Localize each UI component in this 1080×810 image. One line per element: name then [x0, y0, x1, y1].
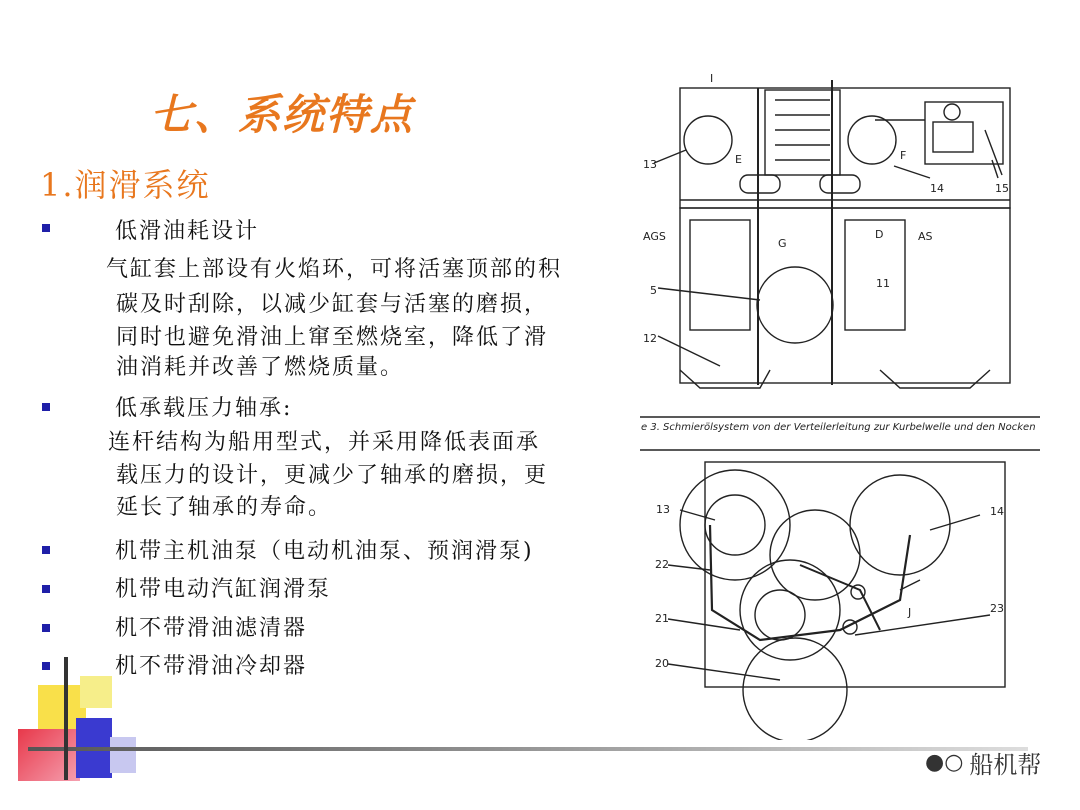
bullet-marker — [42, 403, 50, 411]
label-as: AS — [918, 230, 933, 243]
deco-yellow-square-small — [80, 676, 112, 708]
label-22: 22 — [655, 558, 669, 571]
paragraph-line: 油消耗并改善了燃烧质量。 — [116, 355, 405, 380]
watermark-text: 船机帮 — [969, 751, 1042, 779]
deco-red-square — [18, 729, 80, 781]
bullet-text: 机带主机油泵（电动机油泵、预润滑泵) — [115, 539, 534, 564]
lubrication-diagram — [640, 70, 1040, 740]
label-23: 23 — [990, 602, 1004, 615]
label-11: 11 — [876, 277, 890, 290]
slide-title: 七、系统特点 — [150, 90, 415, 139]
label-f: F — [900, 149, 907, 162]
paragraph-line: 碳及时刮除，以减少缸套与活塞的磨损， — [116, 292, 549, 317]
paragraph-line: 气缸套上部设有火焰环，可将活塞顶部的积 — [106, 257, 563, 282]
label-5: 5 — [650, 284, 657, 297]
bullet-marker — [42, 624, 50, 632]
figure-caption: e 3. Schmierölsystem von der Verteilerleitung zur Kurbelwelle und den Nocken — [641, 422, 1036, 433]
paragraph-line: 同时也避免滑油上窜至燃烧室，降低了滑 — [116, 325, 549, 350]
bullet-text: 低滑油耗设计 — [115, 219, 260, 244]
wechat-icon: ●○ — [925, 750, 964, 775]
label-j: J — [908, 606, 912, 619]
watermark — [925, 745, 1041, 780]
divider-line — [28, 747, 1028, 751]
label-d: D — [875, 228, 884, 241]
label-g: G — [778, 237, 787, 250]
label-i: I — [710, 72, 714, 85]
label-ags: AGS — [643, 230, 666, 243]
paragraph-line: 延长了轴承的寿命。 — [116, 495, 333, 520]
bullet-marker — [42, 546, 50, 554]
bullet-text: 低承载压力轴承: — [115, 396, 293, 421]
label-20: 20 — [655, 657, 669, 670]
label-15: 15 — [995, 182, 1009, 195]
bullet-marker — [42, 224, 50, 232]
label-13: 13 — [643, 158, 657, 171]
label-14: 14 — [930, 182, 944, 195]
bullet-text: 机不带滑油滤清器 — [115, 616, 308, 641]
label-14b: 14 — [990, 505, 1004, 518]
paragraph-line: 载压力的设计，更减少了轴承的磨损，更 — [116, 463, 549, 488]
label-e: E — [735, 153, 742, 166]
slide-subtitle: 1.润滑系统 — [40, 166, 211, 204]
bullet-marker — [42, 662, 50, 670]
bullet-text: 机不带滑油冷却器 — [115, 654, 308, 679]
paragraph-line: 连杆结构为船用型式，并采用降低表面承 — [108, 430, 541, 455]
bullet-marker — [42, 585, 50, 593]
bullet-text: 机带电动汽缸润滑泵 — [115, 577, 332, 602]
label-13b: 13 — [656, 503, 670, 516]
label-21: 21 — [655, 612, 669, 625]
deco-lightblue-square — [110, 737, 136, 773]
label-12: 12 — [643, 332, 657, 345]
divider-vertical — [64, 657, 68, 780]
